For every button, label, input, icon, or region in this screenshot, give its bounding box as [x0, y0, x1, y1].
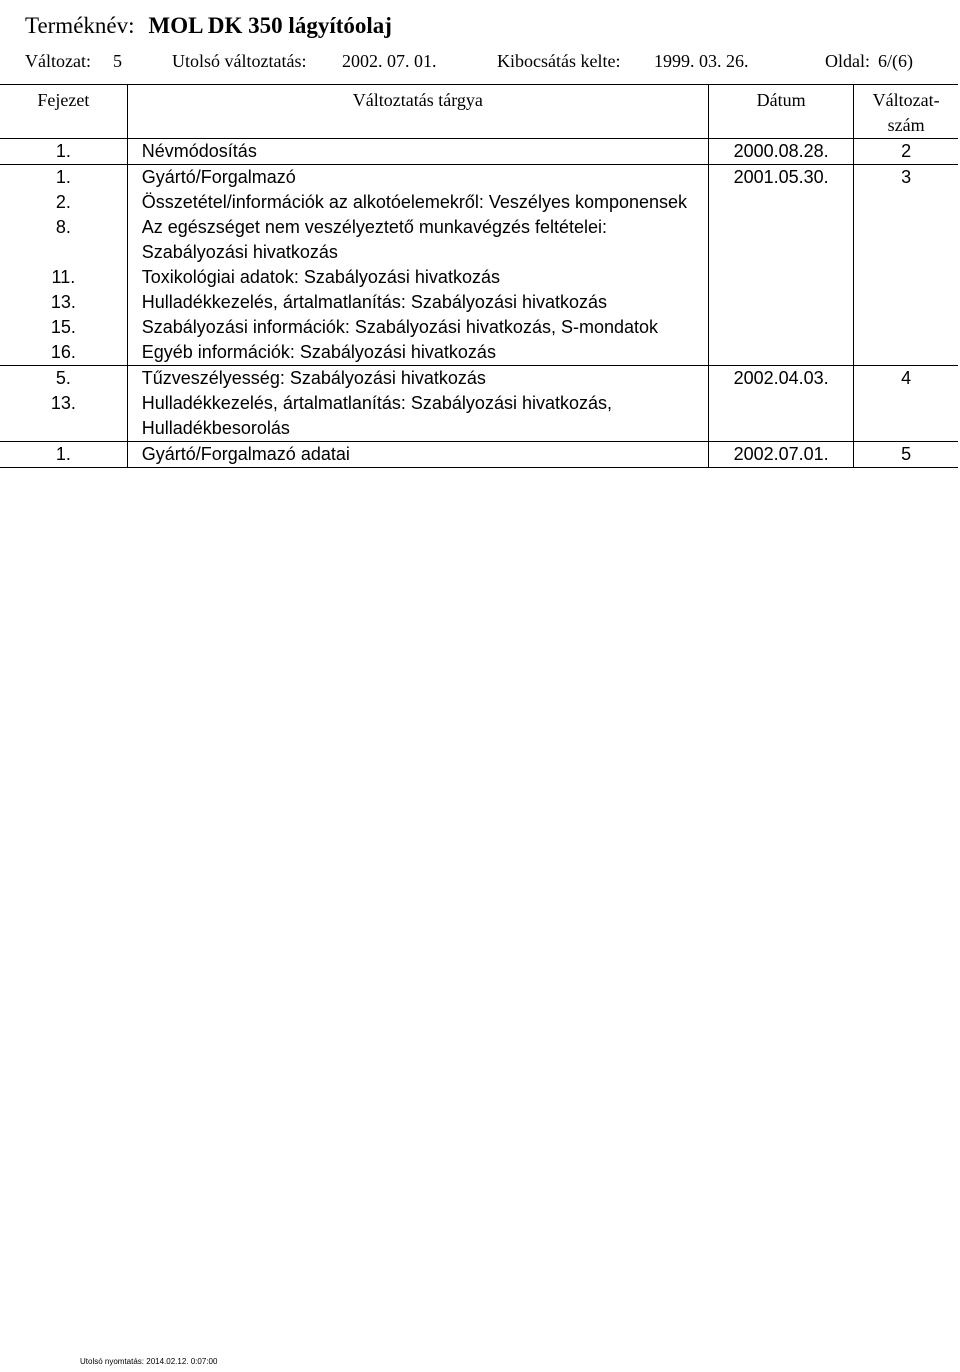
date-cell — [708, 315, 853, 340]
date-cell: 2002.07.01. — [708, 442, 853, 468]
table-row — [0, 290, 958, 315]
version-cell: 3 — [854, 165, 958, 191]
chapter-cell: 2. — [55, 192, 71, 212]
last-change-label: Utolsó változtatás: — [172, 51, 307, 71]
column-header-subject: Változtatás tárgya — [127, 85, 708, 139]
subject-cell: Toxikológiai adatok: Szabályozási hivatkozás — [127, 265, 708, 290]
issue-date-label: Kibocsátás kelte: — [497, 51, 621, 71]
version-cell: 2 — [854, 139, 958, 165]
table-row — [0, 190, 958, 215]
chapter-cell: 11. — [51, 267, 76, 287]
date-cell — [708, 190, 853, 215]
chapter-cell: 8. — [55, 217, 71, 237]
subject-cell: Szabályozási információk: Szabályozási hivatkozás, S-mondatok — [127, 315, 708, 340]
date-cell: 2002.04.03. — [708, 366, 853, 392]
table-row — [0, 315, 958, 340]
column-header-chapter: Fejezet — [37, 90, 90, 110]
date-cell — [708, 290, 853, 315]
table-row — [0, 265, 958, 290]
chapter-cell: 13. — [50, 393, 76, 413]
chapter-cell: 1. — [55, 167, 71, 187]
column-header-version-line1: Változat- — [872, 90, 940, 110]
date-cell — [708, 391, 853, 442]
version-cell: 5 — [854, 442, 958, 468]
subject-cell: Egyéb információk: Szabályozási hivatkozás — [127, 340, 708, 366]
subject-cell: Hulladékkezelés, ártalmatlanítás: Szabályozási hivatkozás — [127, 290, 708, 315]
table-row — [0, 366, 958, 392]
product-name: MOL DK 350 lágyítóolaj — [148, 13, 392, 38]
table-row — [0, 442, 958, 468]
table-body — [0, 139, 958, 468]
chapter-cell: 5. — [55, 368, 71, 388]
table-header-row — [0, 85, 958, 139]
last-change-value: 2002. 07. 01. — [342, 51, 437, 71]
subject-cell: Összetétel/információk az alkotóelemekről: Veszélyes komponensek — [127, 190, 708, 215]
chapter-cell: 15. — [50, 317, 76, 337]
subject-cell: Névmódosítás — [127, 139, 708, 165]
issue-date-value: 1999. 03. 26. — [654, 51, 749, 71]
table-row — [0, 340, 958, 366]
document-meta-row — [0, 44, 960, 78]
date-cell — [708, 340, 853, 366]
column-header-version — [854, 85, 958, 139]
date-cell — [708, 215, 853, 265]
product-label: Terméknév: — [25, 13, 135, 38]
version-cell — [854, 190, 958, 215]
date-cell — [708, 265, 853, 290]
subject-cell: Gyártó/Forgalmazó adatai — [127, 442, 708, 468]
version-cell — [854, 215, 958, 265]
version-cell — [854, 340, 958, 366]
chapter-cell: 16. — [50, 342, 76, 362]
chapter-cell: 1. — [55, 141, 71, 161]
date-cell: 2000.08.28. — [708, 139, 853, 165]
page-value: 6/(6) — [878, 51, 913, 71]
page-label: Oldal: — [825, 51, 870, 71]
subject-cell: Tűzveszélyesség: Szabályozási hivatkozás — [127, 366, 708, 392]
table-row — [0, 165, 958, 191]
table-row — [0, 215, 958, 265]
subject-cell: Hulladékkezelés, ártalmatlanítás: Szabályozási hivatkozás, Hulladékbesorolás — [127, 391, 708, 442]
version-cell — [854, 290, 958, 315]
version-cell — [854, 315, 958, 340]
version-cell — [854, 391, 958, 442]
version-value: 5 — [113, 51, 122, 71]
revision-history-table — [0, 84, 958, 468]
chapter-cell: 1. — [55, 444, 71, 464]
document-title — [25, 10, 392, 42]
table-row — [0, 391, 958, 442]
version-cell — [854, 265, 958, 290]
table-row — [0, 139, 958, 165]
chapter-cell: 13. — [50, 292, 76, 312]
column-header-date: Dátum — [708, 85, 853, 139]
date-cell: 2001.05.30. — [708, 165, 853, 191]
version-cell: 4 — [854, 366, 958, 392]
version-label: Változat: — [25, 51, 91, 71]
column-header-version-line2: szám — [887, 115, 925, 135]
subject-cell: Gyártó/Forgalmazó — [127, 165, 708, 191]
last-print-footer: Utolsó nyomtatás: 2014.02.12. 0:07:00 — [80, 1357, 218, 1366]
subject-cell: Az egészséget nem veszélyeztető munkavégzés feltételei: Szabályozási hivatkozás — [127, 215, 708, 265]
